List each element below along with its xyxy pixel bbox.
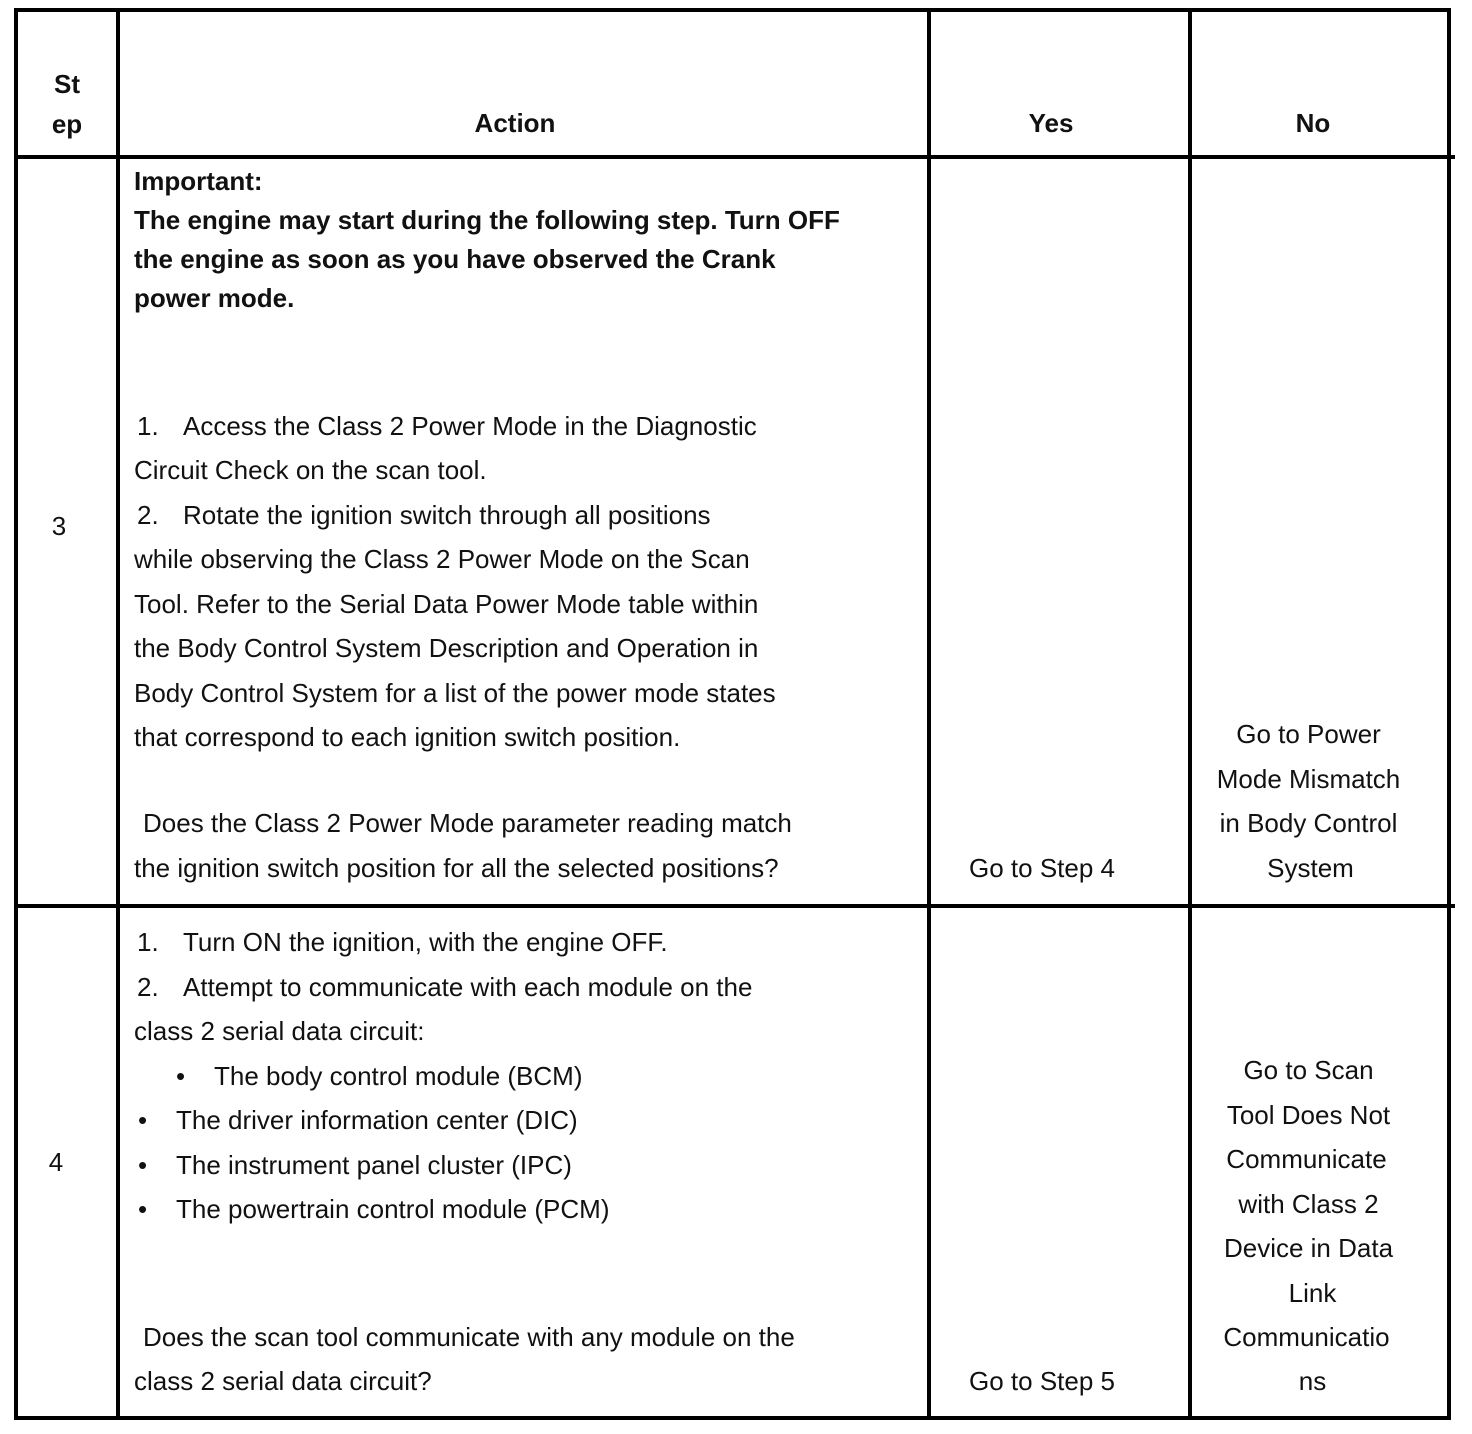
header-no: No (1295, 108, 1331, 138)
col-divider-step (116, 8, 120, 1420)
no-result-line: Communicate (1226, 1144, 1387, 1174)
question-line: the ignition switch position for all the selected positions? (134, 853, 779, 883)
step-item-number: 2. (137, 972, 159, 1002)
bullet-marker: • (138, 1194, 148, 1224)
table-border-bottom (14, 1416, 1451, 1420)
bullet-marker: • (138, 1150, 148, 1180)
no-result-line: Mode Mismatch (1216, 764, 1401, 794)
row-divider (14, 904, 1455, 908)
bullet-text: The instrument panel cluster (IPC) (176, 1150, 572, 1180)
bullet-text: The driver information center (DIC) (176, 1105, 578, 1135)
yes-result: Go to Step 4 (969, 853, 1115, 883)
step-item-text: class 2 serial data circuit: (134, 1016, 425, 1046)
table-border-right (1447, 8, 1451, 1420)
important-label: Important: (134, 166, 263, 196)
header-divider (14, 155, 1455, 159)
step-item-number: 1. (137, 411, 159, 441)
no-result-line: Communicatio (1223, 1322, 1390, 1352)
step-item-number: 1. (137, 927, 159, 957)
step-item-text: Rotate the ignition switch through all positions (183, 500, 711, 530)
step-item-number: 2. (137, 500, 159, 530)
question-line: class 2 serial data circuit? (134, 1366, 432, 1396)
step-item-text: Circuit Check on the scan tool. (134, 455, 487, 485)
step-item-text: while observing the Class 2 Power Mode on the Scan (134, 544, 750, 574)
question-line: Does the Class 2 Power Mode parameter reading match (143, 808, 792, 838)
bullet-text: The powertrain control module (PCM) (176, 1194, 610, 1224)
step-item-text: that correspond to each ignition switch position. (134, 722, 681, 752)
step-item-text: Access the Class 2 Power Mode in the Diagnostic (183, 411, 757, 441)
header-step-line1: St (54, 69, 80, 99)
important-line: the engine as soon as you have observed the Crank (134, 244, 776, 274)
no-result-line: Device in Data (1223, 1233, 1394, 1263)
step-item-text: Body Control System for a list of the power mode states (134, 678, 776, 708)
table-border-left (14, 8, 18, 1420)
step-item-text: Tool. Refer to the Serial Data Power Mode table within (134, 589, 759, 619)
no-result-line: Tool Does Not (1226, 1100, 1391, 1130)
important-line: power mode. (134, 283, 295, 313)
no-result-line: System (1267, 853, 1354, 883)
header-step-line2: ep (51, 109, 83, 139)
question-line: Does the scan tool communicate with any module on the (143, 1322, 795, 1352)
step-item-text: Attempt to communicate with each module on the (183, 972, 753, 1002)
no-result-line: Go to Power (1236, 719, 1381, 749)
table-border-top (14, 8, 1451, 12)
no-result-line: in Body Control (1219, 808, 1398, 838)
no-result-line: with Class 2 (1238, 1189, 1379, 1219)
yes-result: Go to Step 5 (969, 1366, 1115, 1396)
step-number: 3 (51, 511, 67, 541)
no-result-line: Go to Scan (1243, 1055, 1374, 1085)
bullet-marker: • (138, 1105, 148, 1135)
no-result-line: ns (1298, 1366, 1327, 1396)
important-line: The engine may start during the following step. Turn OFF (134, 205, 840, 235)
header-yes: Yes (1028, 108, 1074, 138)
col-divider-action (927, 8, 931, 1420)
bullet-marker: • (176, 1061, 186, 1091)
step-item-text: Turn ON the ignition, with the engine OFF. (183, 927, 668, 957)
no-result-line: Link (1288, 1278, 1337, 1308)
bullet-text: The body control module (BCM) (214, 1061, 583, 1091)
step-item-text: the Body Control System Description and Operation in (134, 633, 759, 663)
header-action: Action (474, 108, 556, 138)
header-step (18, 64, 116, 144)
step-number: 4 (48, 1147, 64, 1177)
